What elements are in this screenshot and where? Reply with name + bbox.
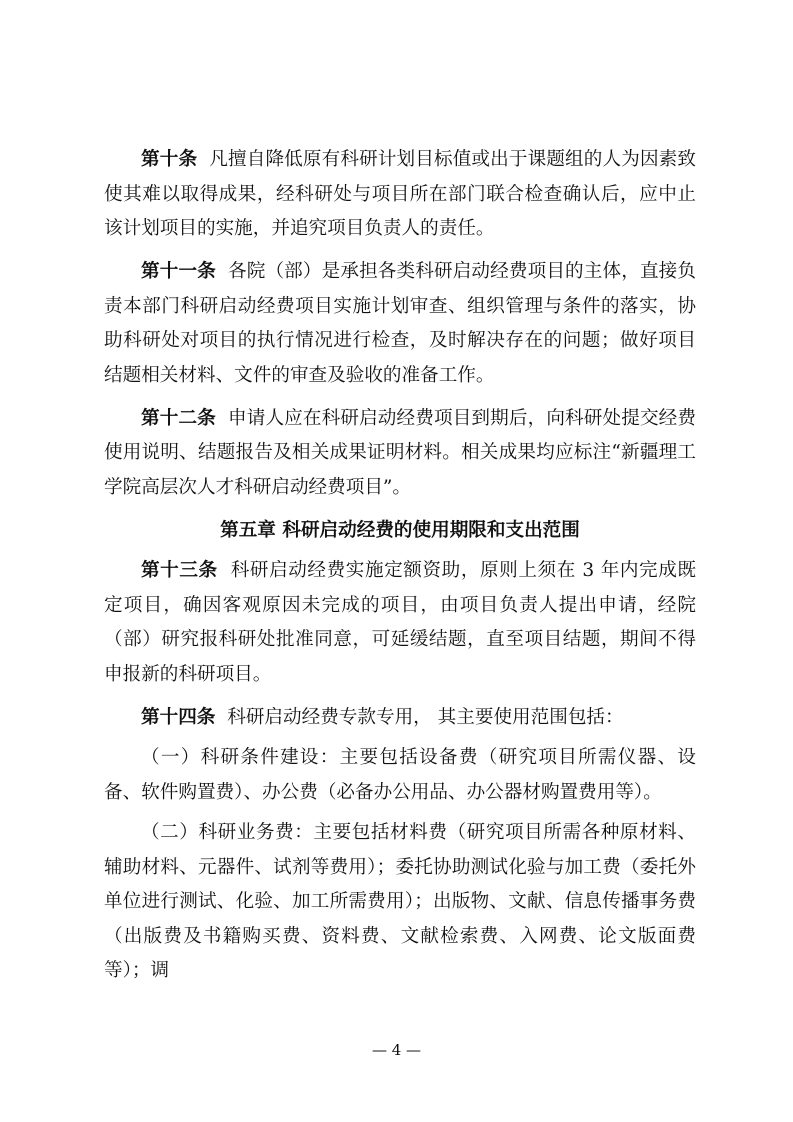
list-item-1: （一）科研条件建设：主要包括设备费（研究项目所需仪器、设备、软件购置费）、办公费（必备办公用品、办公器材购置费用等）。	[104, 747, 696, 803]
article-10	[104, 143, 696, 247]
article-text: 科研启动经费专款专用， 其主要使用范围包括：	[227, 706, 624, 728]
article-text: 申请人应在科研启动经费项目到期后，向科研处提交经费使用说明、结题报告及相关成果证明材料。相关成果均应标注“新疆理工学院高层次人才科研启动经费项目”。	[104, 407, 696, 498]
article-14	[104, 701, 696, 736]
article-11	[104, 255, 696, 393]
article-number: 第十一条	[141, 261, 216, 282]
article-text: 凡擅自降低原有科研计划目标值或出于课题组的人为因素致使其难以取得成果，经科研处与项目所在部门联合检查确认后，应中止该计划项目的实施，并追究项目负责人的责任。	[104, 149, 696, 239]
document-body	[104, 143, 696, 995]
chapter-heading: 第五章 科研启动经费的使用期限和支出范围	[220, 519, 580, 541]
article-number: 第十三条	[141, 560, 218, 581]
article-12	[104, 402, 696, 506]
article-number: 第十二条	[141, 407, 216, 429]
article-13	[104, 554, 696, 692]
page-number: — 4 —	[371, 1041, 422, 1059]
article-number: 第十四条	[141, 706, 216, 728]
article-text: 科研启动经费实施定额资助，原则上须在 3 年内完成既定项目，确因客观原因未完成的项目，由项目负责人提出申请，经院（部）研究报科研处批准同意，可延缓结题，直至项目结题，期间不得申报新的科研项目。	[104, 560, 697, 685]
article-text: 各院（部）是承担各类科研启动经费项目的主体，直接负责本部门科研启动经费项目实施计划审查、组织管理与条件的落实，协助科研处对项目的执行情况进行检查，及时解决存在的问题；做好项目结题相关材料、文件的审查及验收的准备工作。	[104, 261, 696, 386]
list-item-2: （二）科研业务费：主要包括材料费（研究项目所需各种原材料、辅助材料、元器件、试剂等费用）；委托协助测试化验与加工费（委托外单位进行测试、化验、加工所需费用）；出版物、文献、信息传播事务费（出版费及书籍购买费、资料费、文献检索费、入网费、论文版面费等）；调	[104, 822, 696, 981]
article-number: 第十条	[141, 149, 198, 170]
